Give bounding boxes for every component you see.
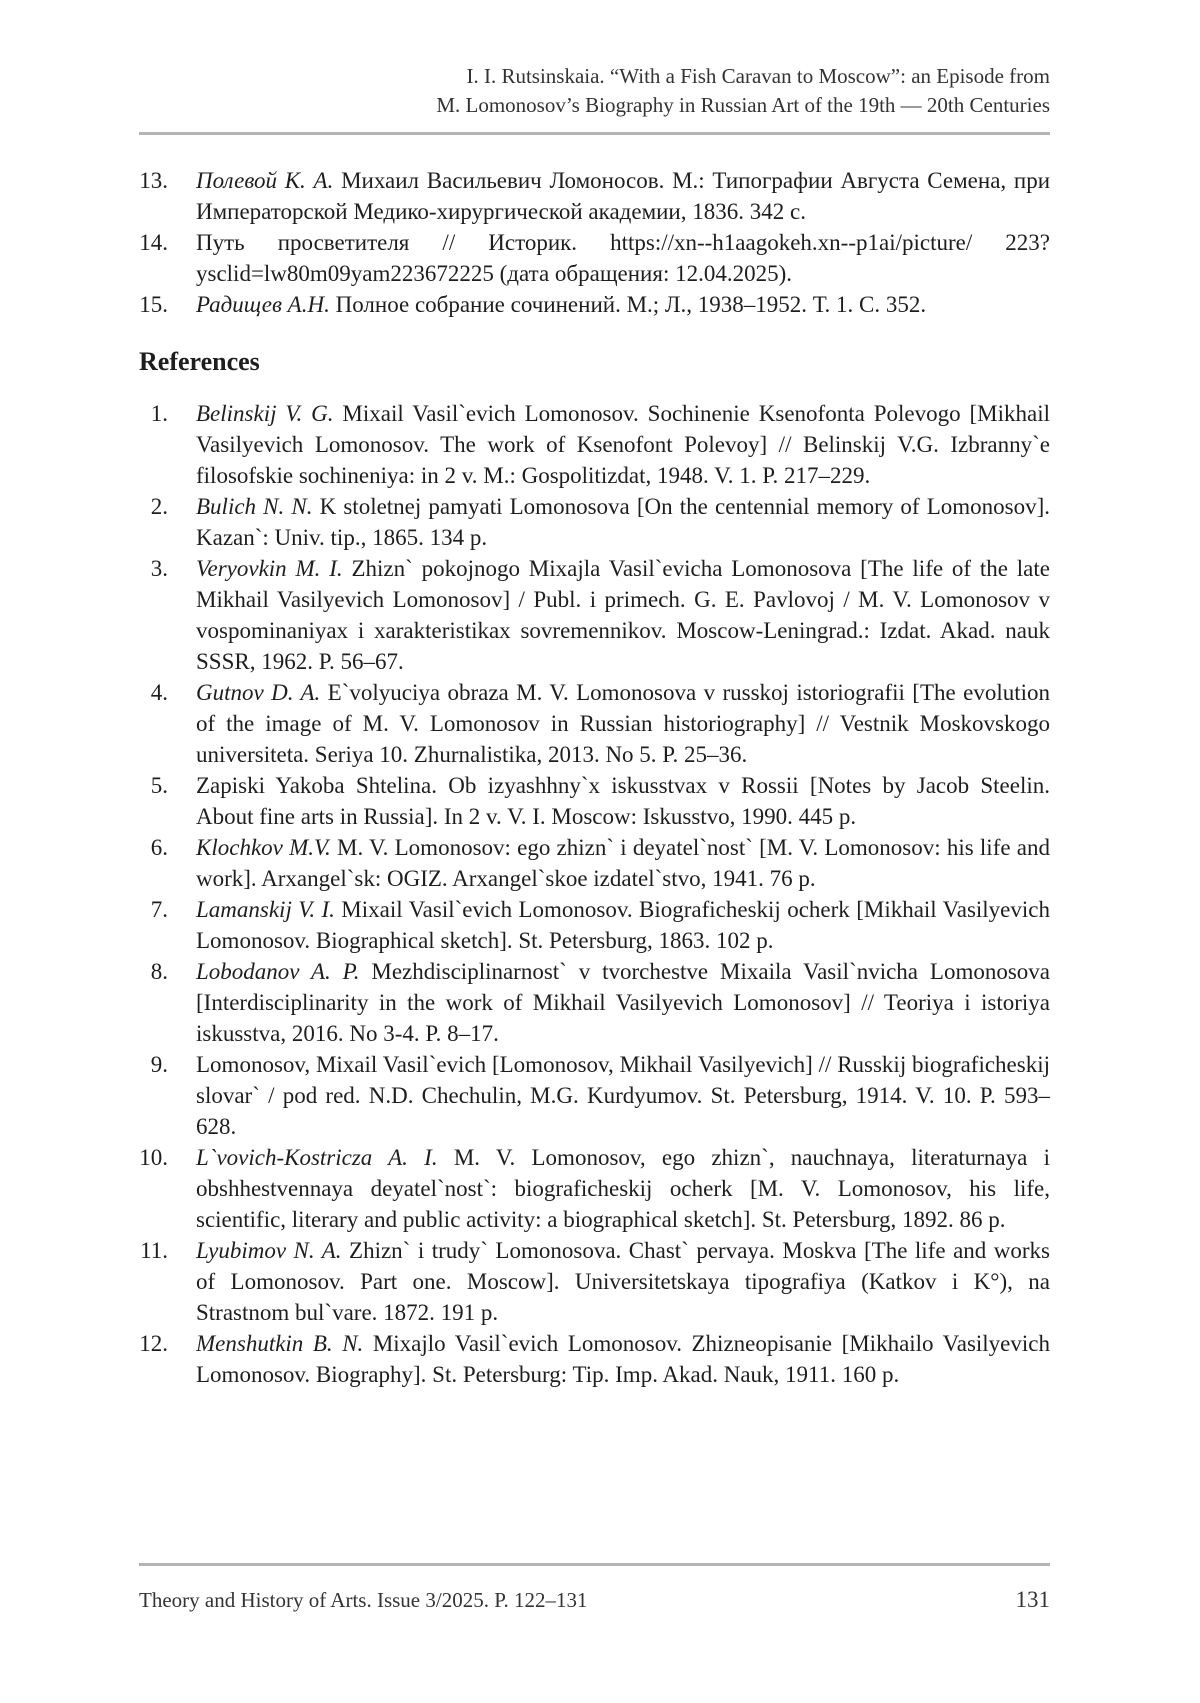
running-header-line-1: I. I. Rutsinskaia. “With a Fish Caravan to Moscow”: an Episode from xyxy=(466,64,1050,88)
item-author: Радищев А.Н. xyxy=(196,292,330,317)
item-text: K stoletnej pamyati Lomonosova [On the centennial memory of Lomonosov]. Kazan`: Univ. tip., 1865. 134 p. xyxy=(196,494,1050,550)
reference-item xyxy=(0,1142,1200,1235)
item-text: Lomonosov, Mixail Vasil`evich [Lomonosov, Mikhail Vasilyevich] // Russkij biograficheskij slovar` / pod red. N.D. Chechulin, M.G. Kurdyumov. St. Petersburg, 1914. V. 10. P. 593–628. xyxy=(196,1052,1050,1139)
page-footer xyxy=(139,1586,1050,1614)
item-text: Mixail Vasil`evich Lomonosov. Sochinenie Ksenofonta Polevogo [Mikhail Vasilyevich Lomonosov. The work of Ksenofont Polevoy] // Belinskij V.G. Izbranny`e filosofskie sochineniya: in 2 v. M.: Gospolitizdat, 1948. V. 1. P. 217–229. xyxy=(196,401,1050,488)
item-text: Zhizn` pokojnogo Mixajla Vasil`evicha Lomonosova [The life of the late Mikhail Vasilyevich Lomonosov] / Publ. i primech. G. E. Pavlovoj / M. V. Lomonosov v vospominaniyax i xarakteristikax sovremennikov. Moscow-Leningrad.: Izdat. Akad. nauk SSSR, 1962. P. 56–67. xyxy=(196,556,1050,674)
item-text: Zapiski Yakoba Shtelina. Ob izyashhny`x iskusstvax v Rossii [Notes by Jacob Steelin. About fine arts in Russia]. In 2 v. V. I. Moscow: Iskusstvo, 1990. 445 p. xyxy=(196,773,1050,829)
reference-item xyxy=(0,1328,1200,1390)
reference-item xyxy=(0,894,1200,956)
item-author: Lobodanov A. P. xyxy=(196,959,360,984)
footer-divider xyxy=(139,1563,1050,1566)
item-number: 4. xyxy=(150,680,168,705)
item-number: 5. xyxy=(150,773,168,798)
item-text: Mezhdisciplinarnost` v tvorchestve Mixaila Vasil`nvicha Lomonosova [Interdisciplinarity in the work of Mikhail Vasilyevich Lomonosov] // Teoriya i istoriya iskusstva, 2016. No 3-4. P. 8–17. xyxy=(196,959,1050,1046)
running-header xyxy=(139,62,1050,120)
item-text: Mixajlo Vasil`evich Lomonosov. Zhizneopisanie [Mikhailo Vasilyevich Lomonosov. Biography]. St. Petersburg: Tip. Imp. Akad. Nauk, 1911. 160 p. xyxy=(196,1331,1050,1387)
item-text: M. V. Lomonosov, ego zhizn`, nauchnaya, literaturnaya i obshhestvennaya deyatel`nost`: biograficheskij ocherk [M. V. Lomonosov, his life, scientific, literary and public activity: a biographical sketch]. St. Petersburg, 1892. 86 p. xyxy=(196,1145,1050,1232)
reference-item xyxy=(0,677,1200,770)
header-divider xyxy=(139,132,1050,135)
item-number: 2. xyxy=(150,494,168,519)
source-list xyxy=(0,165,1200,320)
running-header-line-2: M. Lomonosov’s Biography in Russian Art of the 19th — 20th Centuries xyxy=(436,93,1050,117)
item-number: 9. xyxy=(150,1052,168,1077)
source-item xyxy=(0,165,1200,227)
reference-item xyxy=(0,1235,1200,1328)
item-text: Mixail Vasil`evich Lomonosov. Biograficheskij ocherk [Mikhail Vasilyevich Lomonosov. Biographical sketch]. St. Petersburg, 1863. 102 p. xyxy=(196,897,1050,953)
item-author: Lyubimov N. A. xyxy=(196,1238,342,1263)
item-number: 14. xyxy=(139,230,168,255)
journal-citation: Theory and History of Arts. Issue 3/2025. P. 122–131 xyxy=(139,1588,588,1612)
item-number: 7. xyxy=(150,897,168,922)
item-author: Полевой К. А. xyxy=(196,168,334,193)
item-author: Belinskij V. G. xyxy=(196,401,334,426)
item-author: Menshutkin B. N. xyxy=(196,1331,364,1356)
item-text: E`volyuciya obraza M. V. Lomonosova v russkoj istoriografii [The evolution of the image of M. V. Lomonosov in Russian historiography] // Vestnik Moskovskogo universiteta. Seriya 10. Zhurnalistika, 2013. No 5. P. 25–36. xyxy=(196,680,1050,767)
reference-item xyxy=(0,1049,1200,1142)
item-author: L`vovich-Kostricza A. I. xyxy=(196,1145,438,1170)
source-item xyxy=(0,227,1200,289)
item-text: Михаил Васильевич Ломоносов. М.: Типографии Августа Семена, при Императорской Медико-хирургической академии, 1836. 342 с. xyxy=(196,168,1051,224)
item-author: Gutnov D. A. xyxy=(196,680,321,705)
item-author: Veryovkin M. I. xyxy=(196,556,343,581)
item-number: 11. xyxy=(140,1238,168,1263)
item-number: 6. xyxy=(150,835,168,860)
reference-item xyxy=(0,491,1200,553)
reference-item xyxy=(0,832,1200,894)
source-item xyxy=(0,289,1200,320)
item-text: Путь просветителя // Историк. https://xn--h1aagokeh.xn--p1ai/picture/ 223?ysclid=lw80m09yam223672225 (дата обращения: 12.04.2025). xyxy=(196,230,1050,286)
reference-item xyxy=(0,553,1200,677)
page-number: 131 xyxy=(1015,1587,1050,1612)
item-number: 13. xyxy=(139,168,168,193)
item-author: Klochkov M.V. xyxy=(196,835,331,860)
item-text: Полное собрание сочинений. М.; Л., 1938–1952. Т. 1. С. 352. xyxy=(329,292,927,317)
item-number: 12. xyxy=(139,1331,168,1356)
item-text: Zhizn` i trudy` Lomonosova. Chast` pervaya. Moskva [The life and works of Lomonosov. Part one. Moscow]. Universitetskaya tipografiya (Katkov i K°), na Strastnom bul`vare. 1872. 191 p. xyxy=(196,1238,1050,1325)
item-number: 3. xyxy=(150,556,168,581)
reference-item xyxy=(0,398,1200,491)
references-list xyxy=(0,398,1200,1390)
item-number: 1. xyxy=(150,401,168,426)
item-author: Lamanskij V. I. xyxy=(196,897,335,922)
reference-item xyxy=(0,770,1200,832)
item-number: 8. xyxy=(150,959,168,984)
item-text: M. V. Lomonosov: ego zhizn` i deyatel`nost` [M. V. Lomonosov: his life and work]. Arxangel`sk: OGIZ. Arxangel`skoe izdatel`stvo, 1941. 76 p. xyxy=(196,835,1050,891)
item-number: 15. xyxy=(139,292,168,317)
references-heading: References xyxy=(139,347,260,376)
item-number: 10. xyxy=(139,1145,168,1170)
reference-item xyxy=(0,956,1200,1049)
item-author: Bulich N. N. xyxy=(196,494,313,519)
